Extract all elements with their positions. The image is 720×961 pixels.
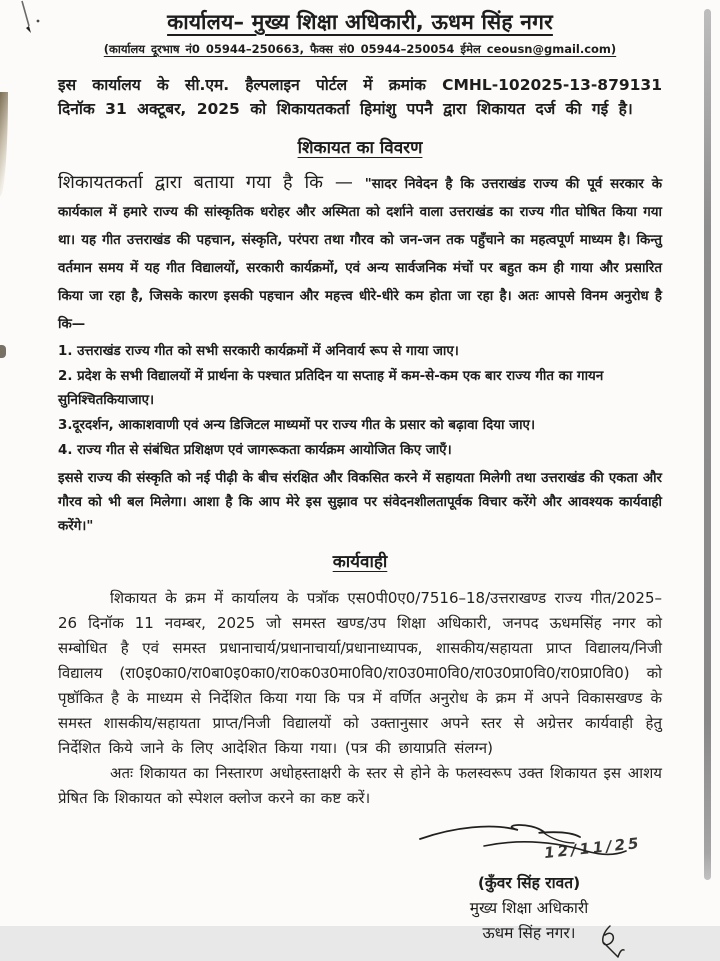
signature-block	[414, 813, 644, 946]
demand-item-3: 3.दूरदर्शन, आकाशवाणी एवं अन्य डिजिटल माध्यमों पर राज्य गीत के प्रसार को बढ़ावा दिया जाए।	[58, 418, 536, 433]
action-paragraph-2: अतः शिकायत का निस्तारण अधोहस्ताक्षरी के स्तर से होने के फलस्वरूप उक्त शिकायत इस आशय प्रेषित कि शिकायत को स्पेशल क्लोज करने का कष्ट करें।	[58, 764, 662, 807]
office-title: कार्यालय– मुख्य शिक्षा अधिकारी, ऊधम सिंह नगर	[167, 10, 553, 34]
action-taken-heading: कार्यवाही	[332, 552, 388, 572]
demand-item-4: 4. राज्य गीत से संबंधित प्रशिक्षण एवं जागरूकता कार्यक्रम आयोजित किए जाएँ।	[58, 443, 452, 458]
complaint-details-heading: शिकायत का विवरण	[297, 138, 423, 158]
signatory-name: (कुँवर सिंह रावत)	[477, 874, 581, 892]
complaint-quote-text: "सादर निवेदन है कि उत्तराखंड राज्य की पूर्व सरकार के कार्यकाल में हमारे राज्य की सांस्कृतिक धरोहर और अस्मिता को दर्शाने वाला उत्तराखंड का राज्य गीत घोषित किया गया था। यह गीत उत्तराखंड की पहचान, संस्कृति, परंपरा तथा गौरव को जन-जन तक पहुँचाने का महत्वपूर्ण माध्यम है। किन्तु वर्तमान समय में यह गीत विद्यालयों, सरकारी कार्यक्रमों, एवं अन्य सार्वजनिक मंचों पर बहुत कम ही गाया और प्रसारित किया जा रहा है, जिसके कारण इसकी पहचान और महत्त्व धीरे-धीरे कम होता जा रहा है। अतः आपसे विनम अनुरोध है कि—	[58, 177, 662, 332]
scan-right-edge-band	[704, 9, 711, 880]
scan-left-edge-shadow	[0, 92, 8, 196]
demand-list	[58, 340, 662, 463]
intro-paragraph	[58, 73, 662, 121]
letter-content	[58, 8, 662, 946]
office-contact-line: (कार्यालय दूरभाष नं0 05944–250663, फैक्स सं0 05944–250054 ईमेल ceousn@gmail.com)	[103, 42, 617, 56]
pen-mark-arrow-icon	[0, 0, 60, 50]
complaint-ref-and-date: CMHL-102025-13-879131 दिनॉक 31 अक्टूबर, 2025	[58, 76, 662, 118]
intro-text-after: को शिकायतकर्ता हिमांशु पपनै द्वारा शिकायत दर्ज की गई है।	[239, 100, 633, 118]
signature-area	[414, 813, 644, 871]
scan-left-edge-mark	[0, 345, 6, 358]
signature-flourish-icon	[596, 923, 626, 961]
signatory-designation: मुख्य शिक्षा अधिकारी	[469, 899, 589, 917]
demand-item-1: 1. उत्तराखंड राज्य गीत को सभी सरकारी कार्यक्रमों में अनिवार्य रूप से गाया जाए।	[58, 344, 459, 359]
handwritten-date: 12/11/25	[543, 833, 643, 863]
intro-text-before: इस कार्यालय के सी.एम. हैल्पलाइन पोर्टल में क्रमांक	[58, 76, 443, 94]
complaint-body-paragraph	[58, 170, 662, 338]
action-paragraph-1: शिकायत के क्रम में कार्यालय के पत्रॉक एस0पी0ए0/7516–18/उत्तराखण्ड राज्य गीत/2025–26 दिनॉक 11 नवम्बर, 2025 जो समस्त खण्ड/उप शिक्षा अधिकारी, जनपद ऊधमसिंह नगर को सम्बोधित है एवं समस्त प्रधानाचार्य/प्रधानाचार्या/प्रधानाध्यापक, शासकीय/सहायता प्राप्त विद्यालय/निजी विद्यालय (रा0इ0का0/रा0बा0इ0का0/रा0क0उ0मा0वि0/रा0उ0मा0वि0/रा0उ0प्रा0वि0/रा0प्रा0वि0) को पृष्ठॉकित है के माध्यम से निर्देशित किया गया कि पत्र में वर्णित अनुरोध के क्रम में अपने विकासखण्ड के समस्त शासकीय/सहायता प्राप्त/निजी विद्यालयों को उक्तानुसार अपने स्तर से अग्रेत्तर कार्यवाही हेतु निर्देशित किये जाने के लिए आदेशित किया गया। (पत्र की छायाप्रति संलग्न)	[58, 589, 662, 757]
demand-item-2: 2. प्रदेश के सभी विद्यालयों में प्रार्थना के पश्चात प्रतिदिन या सप्ताह में कम-से-कम एक बार राज्य गीत का गायन सुनिश्चितकियाजाए।	[58, 369, 604, 408]
signatory-office: ऊधम सिंह नगर।	[482, 924, 576, 942]
signatory-office-row	[414, 921, 644, 946]
complaint-closing-paragraph: इससे राज्य की संस्कृति को नई पीढ़ी के बीच संरक्षित और विकसित करने में सहायता मिलेगी तथा उत्तराखंड की एकता और गौरव को भी बल मिलेगा। आशा है कि आप मेरे इस सुझाव पर संवेदनशीलतापूर्वक विचार करेंगे और आवश्यक कार्यवाही करेंगे।"	[58, 471, 662, 534]
complaint-lead-text: शिकायतकर्ता द्वारा बताया गया है कि —	[58, 172, 365, 193]
